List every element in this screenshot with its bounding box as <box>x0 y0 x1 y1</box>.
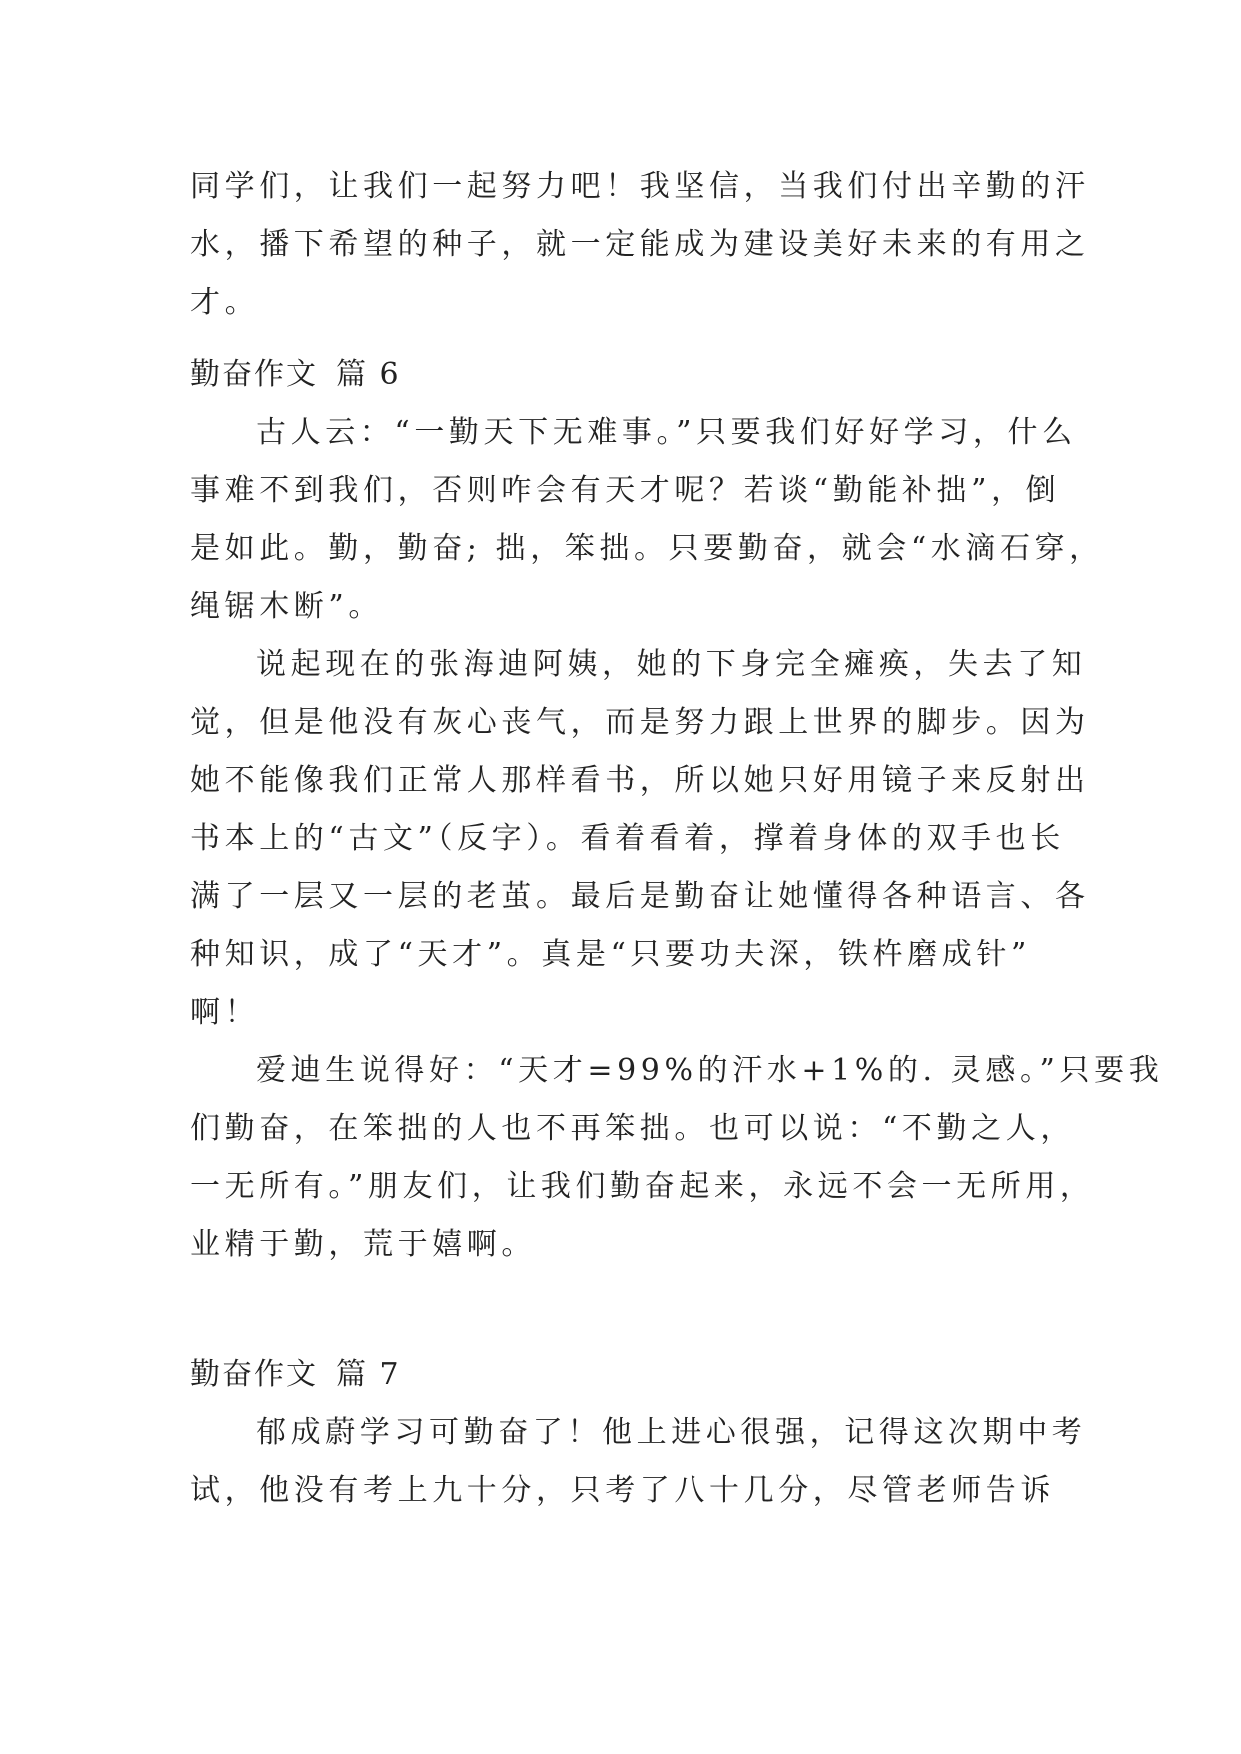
section6-paragraph-2 <box>190 636 1090 1042</box>
section-title: 勤奋作文 <box>190 1357 318 1392</box>
section6-paragraph-1 <box>190 404 1104 636</box>
section-title: 勤奋作文 <box>190 357 318 392</box>
section-heading-6 <box>190 346 401 404</box>
text-line: 爱迪生说得好：“天才=99%的汗水+1%的. 灵感。”只要我 <box>256 1053 1164 1088</box>
text-line: 啊！ <box>190 995 260 1030</box>
text-line: 郁成蔚学习可勤奋了！他上进心很强，记得这次期中考 <box>256 1415 1087 1450</box>
section-heading-7 <box>190 1346 401 1404</box>
text-line: 才。 <box>190 285 260 320</box>
text-line: 试，他没有考上九十分，只考了八十几分，尽管老师告诉 <box>190 1473 1055 1508</box>
intro-paragraph <box>190 158 1090 332</box>
text-line: 绳锯木断”。 <box>190 589 383 624</box>
text-line: 水，播下希望的种子，就一定能成为建设美好未来的有用之 <box>190 227 1090 262</box>
text-line: 书本上的“古文”（反字）。看着看着，撑着身体的双手也长 <box>190 821 1065 856</box>
text-line: 事难不到我们，否则咋会有天才呢？若谈“勤能补拙”，倒 <box>190 473 1061 508</box>
text-line: 满了一层又一层的老茧。最后是勤奋让她懂得各种语言、各 <box>190 879 1090 914</box>
text-line: 她不能像我们正常人那样看书，所以她只好用镜子来反射出 <box>190 763 1090 798</box>
text-line: 们勤奋，在笨拙的人也不再笨拙。也可以说：“不勤之人， <box>190 1111 1075 1146</box>
section-number: 篇 7 <box>336 1357 401 1392</box>
text-line: 同学们，让我们一起努力吧！我坚信，当我们付出辛勤的汗 <box>190 169 1090 204</box>
section-number: 篇 6 <box>336 357 401 392</box>
text-line: 古人云：“一勤天下无难事。”只要我们好好学习，什么 <box>256 415 1077 450</box>
text-line: 是如此。勤，勤奋; 拙，笨拙。只要勤奋，就会“水滴石穿， <box>190 531 1104 566</box>
section7-paragraph-1 <box>190 1404 1087 1520</box>
text-line: 说起现在的张海迪阿姨，她的下身完全瘫痪，失去了知 <box>256 647 1087 682</box>
text-line: 一无所有。”朋友们，让我们勤奋起来，永远不会一无所用， <box>190 1169 1095 1204</box>
text-line: 业精于勤，荒于嬉啊。 <box>190 1227 536 1262</box>
text-line: 觉，但是他没有灰心丧气，而是努力跟上世界的脚步。因为 <box>190 705 1090 740</box>
text-line: 种知识，成了“天才”。真是“只要功夫深，铁杵磨成针” <box>190 937 1031 972</box>
section6-paragraph-3 <box>190 1042 1164 1274</box>
